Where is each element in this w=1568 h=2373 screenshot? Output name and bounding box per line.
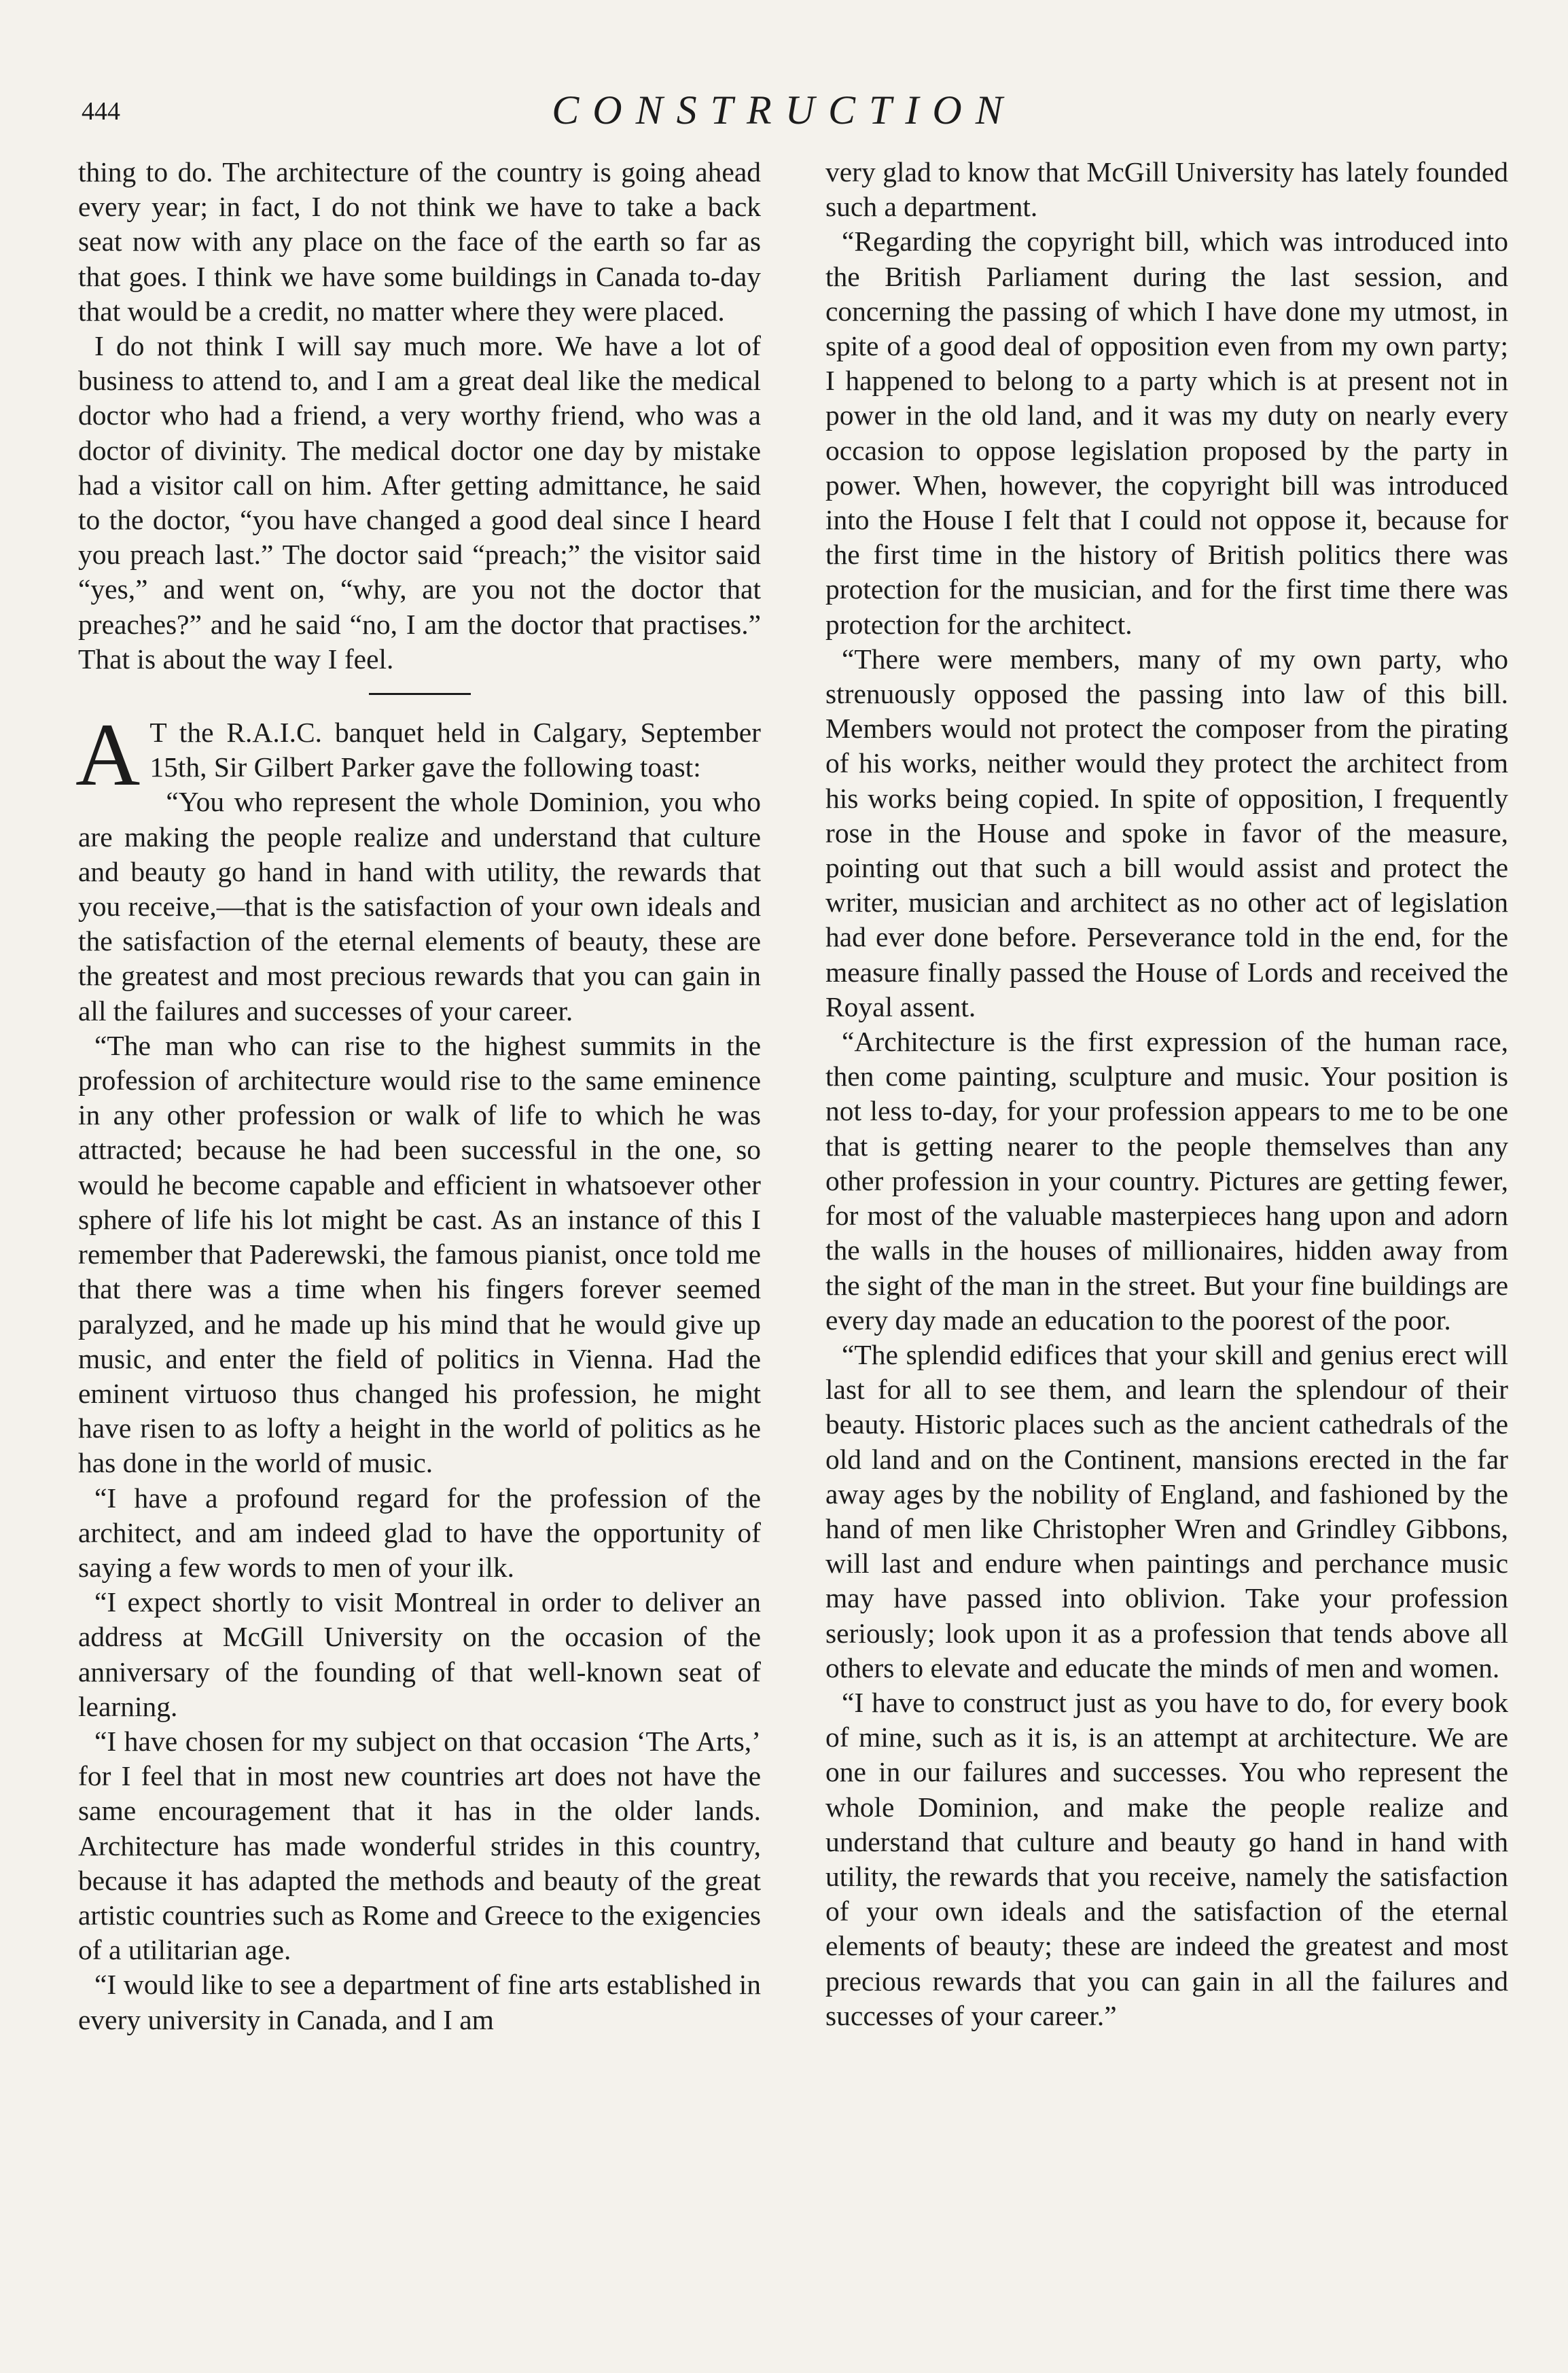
paragraph: “Architecture is the first expression of the human race, then come painting, sculpture and music. Your position is not less to-day, for your profession appears to me to be one that is getting nearer to the people themselves than any other profession in your country. Pictures are getting fewer, for most of the valuable masterpieces hang upon and adorn the walls in the houses of millionaires, hidden away from the sight of the man in the street. But your fine buildings are every day made an education to the poorest of the poor. bbox=[825, 1026, 1508, 1336]
section-divider bbox=[369, 693, 471, 695]
drop-cap: A bbox=[75, 704, 141, 805]
left-column bbox=[75, 155, 761, 2037]
running-head-title: CONSTRUCTION bbox=[552, 88, 1016, 132]
paragraph: “Regarding the copyright bill, which was introduced into the British Parliament during the last session, and concerning the passing of which I have done my utmost, in spite of a good deal of opposition even from my own party; I happened to belong to a party which is at present not in power in the old land, and it was my duty on nearly every occasion to oppose legislation proposed by the party in power. When, however, the copyright bill was introduced into the House I felt that I could not oppose it, because for the first time in the history of British politics there was protection for the musician, and for the first time there was protection for the architect. bbox=[825, 226, 1508, 640]
paragraph: “I have chosen for my subject on that occasion ‘The Arts,’ for I feel that in most new countries art does not have the same encouragement that it has in the older lands. Architecture has made wonderful strides in this country, because it has adapted the methods and beauty of the great artistic countries such as Rome and Greece to the exigencies of a utilitarian age. bbox=[78, 1725, 761, 1966]
page-number: 444 bbox=[82, 97, 120, 126]
paragraph: very glad to know that McGill University has lately founded such a department. bbox=[825, 156, 1508, 223]
paragraph: “I expect shortly to visit Montreal in order to deliver an address at McGill University on the occasion of the anniversary of the founding of that well-known seat of learning. bbox=[78, 1586, 761, 1722]
paragraph: “There were members, many of my own party, who strenuously opposed the passing into law of this bill. Members would not protect the composer from the pirating of his works, neither would they protect the architect from his works being copied. In spite of opposition, I frequently rose in the House and spoke in favor of the measure, pointing out that such a bill would assist and protect the writer, musician and architect as no other act of legislation had ever done before. Perseverance told in the end, for the measure finally passed the House of Lords and received the Royal assent. bbox=[825, 643, 1508, 1022]
paragraph: thing to do. The architecture of the country is going ahead every year; in fact, I do not think we have to take a back seat now with any place on the face of the earth so far as that goes. I think we have some buildings in Canada to-day that would be a credit, no matter where they were placed. bbox=[78, 156, 761, 327]
paragraph: “I have a profound regard for the profession of the architect, and am indeed glad to have the opportunity of saying a few words to men of your ilk. bbox=[78, 1482, 761, 1583]
paragraph: I do not think I will say much more. We have a lot of business to attend to, and I am a great deal like the medical doctor who had a friend, a very worthy friend, who was a doctor of divinity. The medical doctor one day by mistake had a visitor call on him. After getting admittance, he said to the doctor, “you have changed a good deal since I heard you preach last.” The doctor said “preach;” the visitor said “yes,” and went on, “why, are you not the doctor that preaches?” and he said “no, I am the doctor that practises.” That is about the way I feel. bbox=[78, 330, 761, 675]
paragraph bbox=[75, 704, 761, 805]
paragraph-text: T the R.A.I.C. banquet held in Calgary, September 15th, Sir Gilbert Parker gave the following toast: bbox=[149, 717, 761, 783]
paragraph: “The splendid edifices that your skill and genius erect will last for all to see them, and learn the splendour of their beauty. Historic places such as the ancient cathedrals of the old land and on the Continent, mansions erected in the far away ages by the nobility of England, and fashioned by the hand of men like Christopher Wren and Grindley Gibbons, will last and endure when paintings and perchance music may have passed into oblivion. Take your profession seriously; look upon it as a profession that tends above all others to elevate and educate the minds of men and women. bbox=[825, 1338, 1508, 1683]
paragraph: “I would like to see a department of fine arts established in every university in Canada, and I am bbox=[78, 1969, 761, 2035]
paragraph: “The man who can rise to the highest summits in the profession of architecture would rise to the same eminence in any other profession or walk of life to which he was attracted; because he had been successful in the one, so would he become capable and efficient in whatsoever other sphere of life his lot might be cast. As an instance of this I remember that Paderewski, the famous pianist, once told me that there was a time when his fingers forever seemed paralyzed, and he made up his mind that he would give up music, and enter the field of politics in Vienna. Had the eminent virtuoso thus changed his profession, he might have risen to as lofty a height in the world of politics as he has done in the world of music. bbox=[78, 1029, 761, 1479]
paragraph: “I have to construct just as you have to do, for every book of mine, such as it is, is an attempt at architecture. We are one in our failures and successes. You who represent the whole Dominion, and make the people realize and understand that culture and beauty go hand in hand with utility, the rewards that you receive, namely the satisfaction of your own ideals and the satisfaction of the eternal elements of beauty; these are indeed the greatest and most precious rewards that you can gain in all the failures and successes of your career.” bbox=[825, 1686, 1508, 2031]
right-column bbox=[825, 155, 1508, 2033]
paragraph: “You who represent the whole Dominion, you who are making the people realize and understand that culture and beauty go hand in hand with utility, the rewards that you receive,—that is the satisfaction of your own ideals and the satisfaction of the eternal elements of beauty, these are the greatest and most precious rewards that you can gain in all the failures and successes of your career. bbox=[78, 786, 761, 1027]
